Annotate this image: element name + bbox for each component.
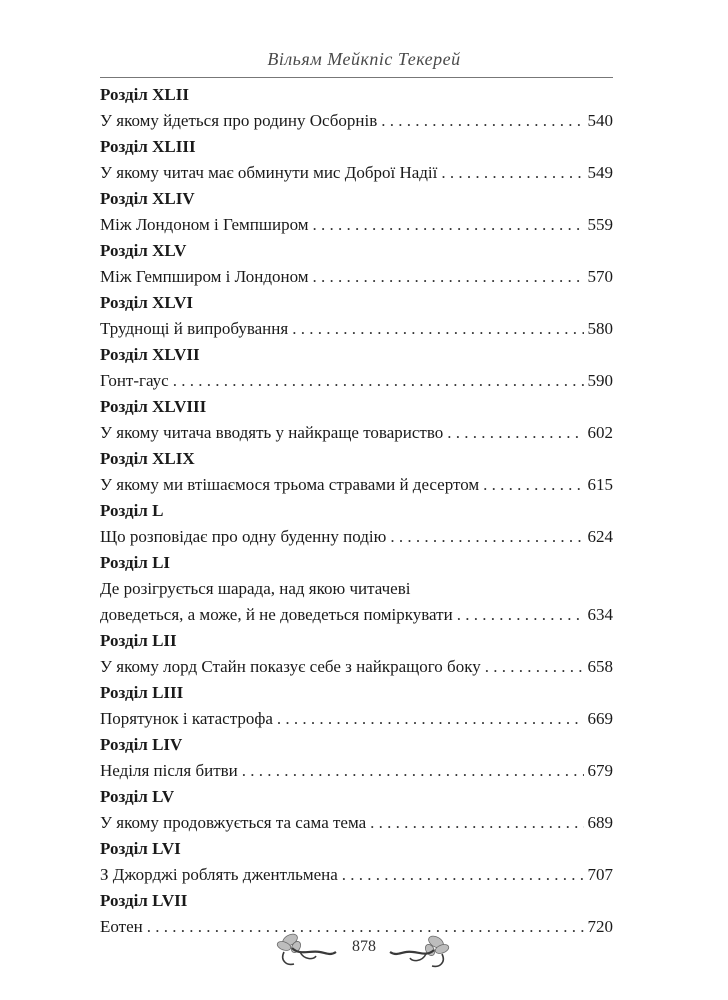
chapter-title: Гонт-гаус xyxy=(100,371,169,390)
chapter-heading: Розділ XLV xyxy=(100,241,187,260)
chapter-heading: Розділ LII xyxy=(100,631,177,650)
dot-leader xyxy=(447,420,583,446)
dot-leader xyxy=(370,810,583,836)
chapter-title: Труднощі й випробування xyxy=(100,319,289,338)
page-number: 707 xyxy=(587,865,613,884)
page-number: 602 xyxy=(587,423,613,442)
chapter-heading: Розділ XLVIII xyxy=(100,397,207,416)
chapter-heading: Розділ XLII xyxy=(100,85,189,104)
dot-leader xyxy=(313,212,584,238)
page-number: 624 xyxy=(587,527,613,546)
dot-leader xyxy=(173,368,584,394)
page-number: 559 xyxy=(587,215,613,234)
page-number: 549 xyxy=(587,163,613,182)
page-number: 570 xyxy=(587,267,613,286)
chapter-heading: Розділ LIV xyxy=(100,735,183,754)
page-number: 679 xyxy=(587,761,613,780)
chapter-title: У якому читач має обминути мис Доброї Надії xyxy=(100,163,438,182)
toc-entry xyxy=(100,732,613,784)
chapter-title: З Джорджі роблять джентльмена xyxy=(100,865,338,884)
page-number: 540 xyxy=(587,111,613,130)
dot-leader xyxy=(242,758,584,784)
folio-ornament xyxy=(0,930,728,970)
chapter-title-line1: Де розігрується шарада, над якою читачеві xyxy=(100,579,411,598)
dot-leader xyxy=(381,108,583,134)
toc-entry xyxy=(100,238,613,290)
toc-entry xyxy=(100,836,613,888)
chapter-title: Між Гемпширом і Лондоном xyxy=(100,267,309,286)
dot-leader xyxy=(292,316,583,342)
dot-leader xyxy=(342,862,584,888)
chapter-title: У якому читача вводять у найкраще товариство xyxy=(100,423,444,442)
chapter-heading: Розділ XLVII xyxy=(100,345,200,364)
chapter-title: У якому продовжується та сама тема xyxy=(100,813,367,832)
chapter-heading: Розділ XLIX xyxy=(100,449,195,468)
chapter-title: Між Лондоном і Гемпширом xyxy=(100,215,309,234)
toc-entry xyxy=(100,550,613,628)
page-number: 658 xyxy=(587,657,613,676)
toc-entry xyxy=(100,134,613,186)
chapter-heading: Розділ XLVI xyxy=(100,293,194,312)
toc-entry xyxy=(100,82,613,134)
chapter-title: У якому лорд Стайн показує себе з найкращого боку xyxy=(100,657,481,676)
toc-entry xyxy=(100,680,613,732)
dot-leader xyxy=(441,160,583,186)
chapter-title: доведеться, а може, й не доведеться поміркувати xyxy=(100,605,453,624)
chapter-heading: Розділ LVI xyxy=(100,839,181,858)
toc-entry xyxy=(100,342,613,394)
dot-leader xyxy=(277,706,584,732)
page-number: 615 xyxy=(587,475,613,494)
toc-entry xyxy=(100,186,613,238)
toc-entry xyxy=(100,498,613,550)
chapter-title: Еотен xyxy=(100,917,143,936)
chapter-heading: Розділ LV xyxy=(100,787,175,806)
chapter-heading: Розділ XLIII xyxy=(100,137,196,156)
toc-entry xyxy=(100,784,613,836)
page-number: 669 xyxy=(587,709,613,728)
toc-entry xyxy=(100,446,613,498)
chapter-title: У якому йдеться про родину Осборнів xyxy=(100,111,378,130)
dot-leader xyxy=(483,472,583,498)
dot-leader xyxy=(390,524,583,550)
chapter-title: Порятунок і катастрофа xyxy=(100,709,273,728)
chapter-heading: Розділ L xyxy=(100,501,164,520)
table-of-contents xyxy=(100,82,613,940)
chapter-title: У якому ми втішаємося трьома стравами й десертом xyxy=(100,475,480,494)
page-number: 689 xyxy=(587,813,613,832)
dot-leader xyxy=(485,654,584,680)
chapter-heading: Розділ LVII xyxy=(100,891,188,910)
chapter-title: Неділя після битви xyxy=(100,761,238,780)
chapter-heading: Розділ LI xyxy=(100,553,171,572)
chapter-heading: Розділ LIII xyxy=(100,683,184,702)
chapter-heading: Розділ XLIV xyxy=(100,189,195,208)
dot-leader xyxy=(457,602,584,628)
chapter-title: Що розповідає про одну буденну подію xyxy=(100,527,387,546)
toc-entry xyxy=(100,290,613,342)
toc-entry xyxy=(100,628,613,680)
dot-leader xyxy=(313,264,584,290)
running-head: Вільям Мейкпіс Текерей xyxy=(267,49,461,69)
page-number: 580 xyxy=(587,319,613,338)
page-number: 590 xyxy=(587,371,613,390)
page-number: 634 xyxy=(587,605,613,624)
page-folio-number: 878 xyxy=(352,938,376,955)
toc-entry xyxy=(100,394,613,446)
page-number: 720 xyxy=(587,917,613,936)
header-rule xyxy=(100,77,613,78)
